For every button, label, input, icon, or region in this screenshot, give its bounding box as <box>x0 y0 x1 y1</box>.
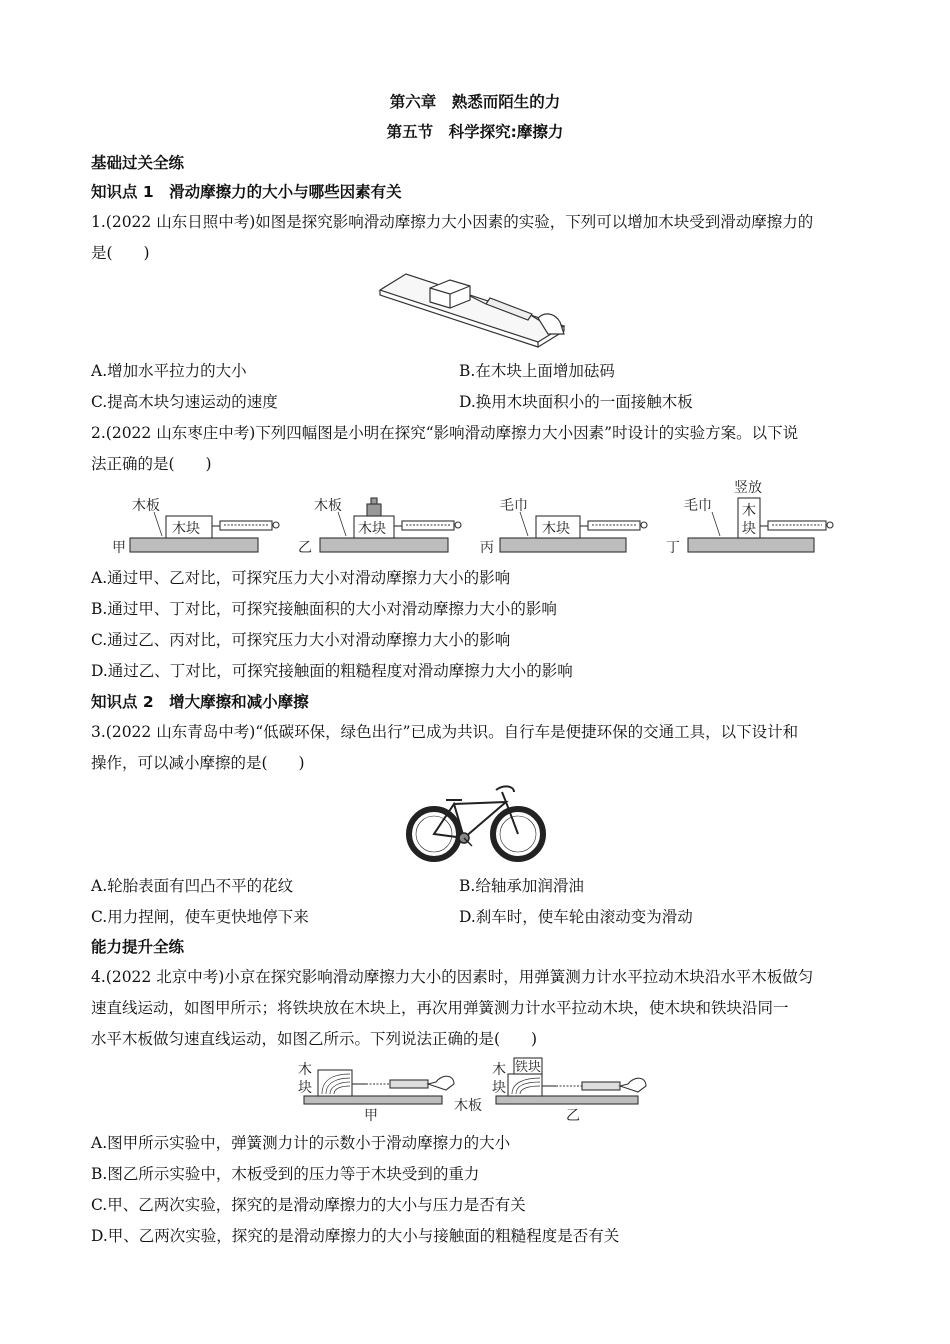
kp2-heading: 知识点 2 增大摩擦和减小摩擦 <box>91 693 309 711</box>
q2-bing-block: 木块 <box>542 521 570 537</box>
q4-jia-block-char1: 木 <box>298 1062 312 1078</box>
q4-stem-line3: 水平木板做匀速直线运动，如图乙所示。下列说法正确的是( ) <box>91 1030 538 1048</box>
q4-figure-two-setups <box>296 1054 658 1126</box>
q2-ding-surface: 毛巾 <box>684 498 712 514</box>
q2-yi-surface: 木板 <box>314 498 342 514</box>
q3-option-b[interactable]: B.给轴承加润滑油 <box>459 877 584 895</box>
q4-option-a[interactable]: A.图甲所示实验中，弹簧测力计的示数小于滑动摩擦力的大小 <box>91 1134 511 1152</box>
section-title: 第五节 科学探究:摩擦力 <box>386 123 564 141</box>
q2-ding-block-char1: 木 <box>742 503 756 519</box>
q4-board-label: 木板 <box>454 1098 482 1114</box>
part2-heading: 能力提升全练 <box>91 938 185 956</box>
q1-option-c[interactable]: C.提高木块匀速运动的速度 <box>91 393 278 411</box>
q2-stem-line1: 2.(2022 山东枣庄中考)下列四幅图是小明在探究“影响滑动摩擦力大小因素”时设计的实验方案。以下说 <box>91 424 799 442</box>
q4-yi-block-char2: 块 <box>492 1080 506 1096</box>
q3-option-d[interactable]: D.刹车时，使车轮由滚动变为滑动 <box>459 908 693 926</box>
chapter-title: 第六章 熟悉而陌生的力 <box>389 93 561 111</box>
q1-figure-block-on-board <box>378 268 578 350</box>
q2-label-bing: 丙 <box>480 540 494 556</box>
q3-option-a[interactable]: A.轮胎表面有凹凸不平的花纹 <box>91 877 294 895</box>
q1-stem-line2: 是( ) <box>91 244 150 262</box>
q2-jia-surface: 木板 <box>132 498 160 514</box>
q2-label-ding: 丁 <box>666 540 680 556</box>
q4-option-c[interactable]: C.甲、乙两次实验，探究的是滑动摩擦力的大小与压力是否有关 <box>91 1196 526 1214</box>
kp1-heading: 知识点 1 滑动摩擦力的大小与哪些因素有关 <box>91 183 402 201</box>
part1-heading: 基础过关全练 <box>91 154 185 172</box>
q1-option-a[interactable]: A.增加水平拉力的大小 <box>91 362 247 380</box>
q1-stem-line1: 1.(2022 山东日照中考)如图是探究影响滑动摩擦力大小因素的实验，下列可以增加木块受到滑动摩擦力的 <box>91 213 814 231</box>
q4-label-yi: 乙 <box>566 1108 580 1124</box>
q2-option-a[interactable]: A.通过甲、乙对比，可探究压力大小对滑动摩擦力大小的影响 <box>91 569 511 587</box>
q2-option-d[interactable]: D.通过乙、丁对比，可探究接触面的粗糙程度对滑动摩擦力大小的影响 <box>91 662 573 680</box>
q1-option-d[interactable]: D.换用木块面积小的一面接触木板 <box>459 393 693 411</box>
q4-stem-line2: 速直线运动，如图甲所示；将铁块放在木块上，再次用弹簧测力计水平拉动木块，使木块和铁块沿同一 <box>91 999 789 1017</box>
q2-label-yi: 乙 <box>298 540 312 556</box>
q2-bing-surface: 毛巾 <box>500 498 528 514</box>
q4-iron-label: 铁块 <box>515 1060 542 1075</box>
q4-label-jia: 甲 <box>364 1108 378 1124</box>
q4-yi-block-char1: 木 <box>492 1062 506 1078</box>
q2-stem-line2: 法正确的是( ) <box>91 455 212 473</box>
q2-figure-four-setups <box>108 478 843 562</box>
q4-option-d[interactable]: D.甲、乙两次实验，探究的是滑动摩擦力的大小与接触面的粗糙程度是否有关 <box>91 1227 620 1245</box>
q2-option-b[interactable]: B.通过甲、丁对比，可探究接触面积的大小对滑动摩擦力大小的影响 <box>91 600 557 618</box>
q2-option-c[interactable]: C.通过乙、丙对比，可探究压力大小对滑动摩擦力大小的影响 <box>91 631 511 649</box>
q4-jia-block-char2: 块 <box>298 1080 312 1096</box>
q2-ding-block-char2: 块 <box>742 521 756 537</box>
q2-yi-block: 木块 <box>358 521 386 537</box>
q2-ding-upright: 竖放 <box>734 480 762 496</box>
q1-option-b[interactable]: B.在木块上面增加砝码 <box>459 362 615 380</box>
q2-label-jia: 甲 <box>112 540 126 556</box>
q4-stem-line1: 4.(2022 北京中考)小京在探究影响滑动摩擦力大小的因素时，用弹簧测力计水平拉动木块沿水平木板做匀 <box>91 968 814 986</box>
q2-jia-block: 木块 <box>172 521 200 537</box>
q3-option-c[interactable]: C.用力捏闸，使车更快地停下来 <box>91 908 309 926</box>
q3-figure-bicycle <box>402 778 550 866</box>
q3-stem-line1: 3.(2022 山东青岛中考)“低碳环保，绿色出行”已成为共识。自行车是便捷环保的交通工具，以下设计和 <box>91 723 799 741</box>
q3-stem-line2: 操作，可以减小摩擦的是( ) <box>91 754 305 772</box>
q4-option-b[interactable]: B.图乙所示实验中，木板受到的压力等于木块受到的重力 <box>91 1165 480 1183</box>
